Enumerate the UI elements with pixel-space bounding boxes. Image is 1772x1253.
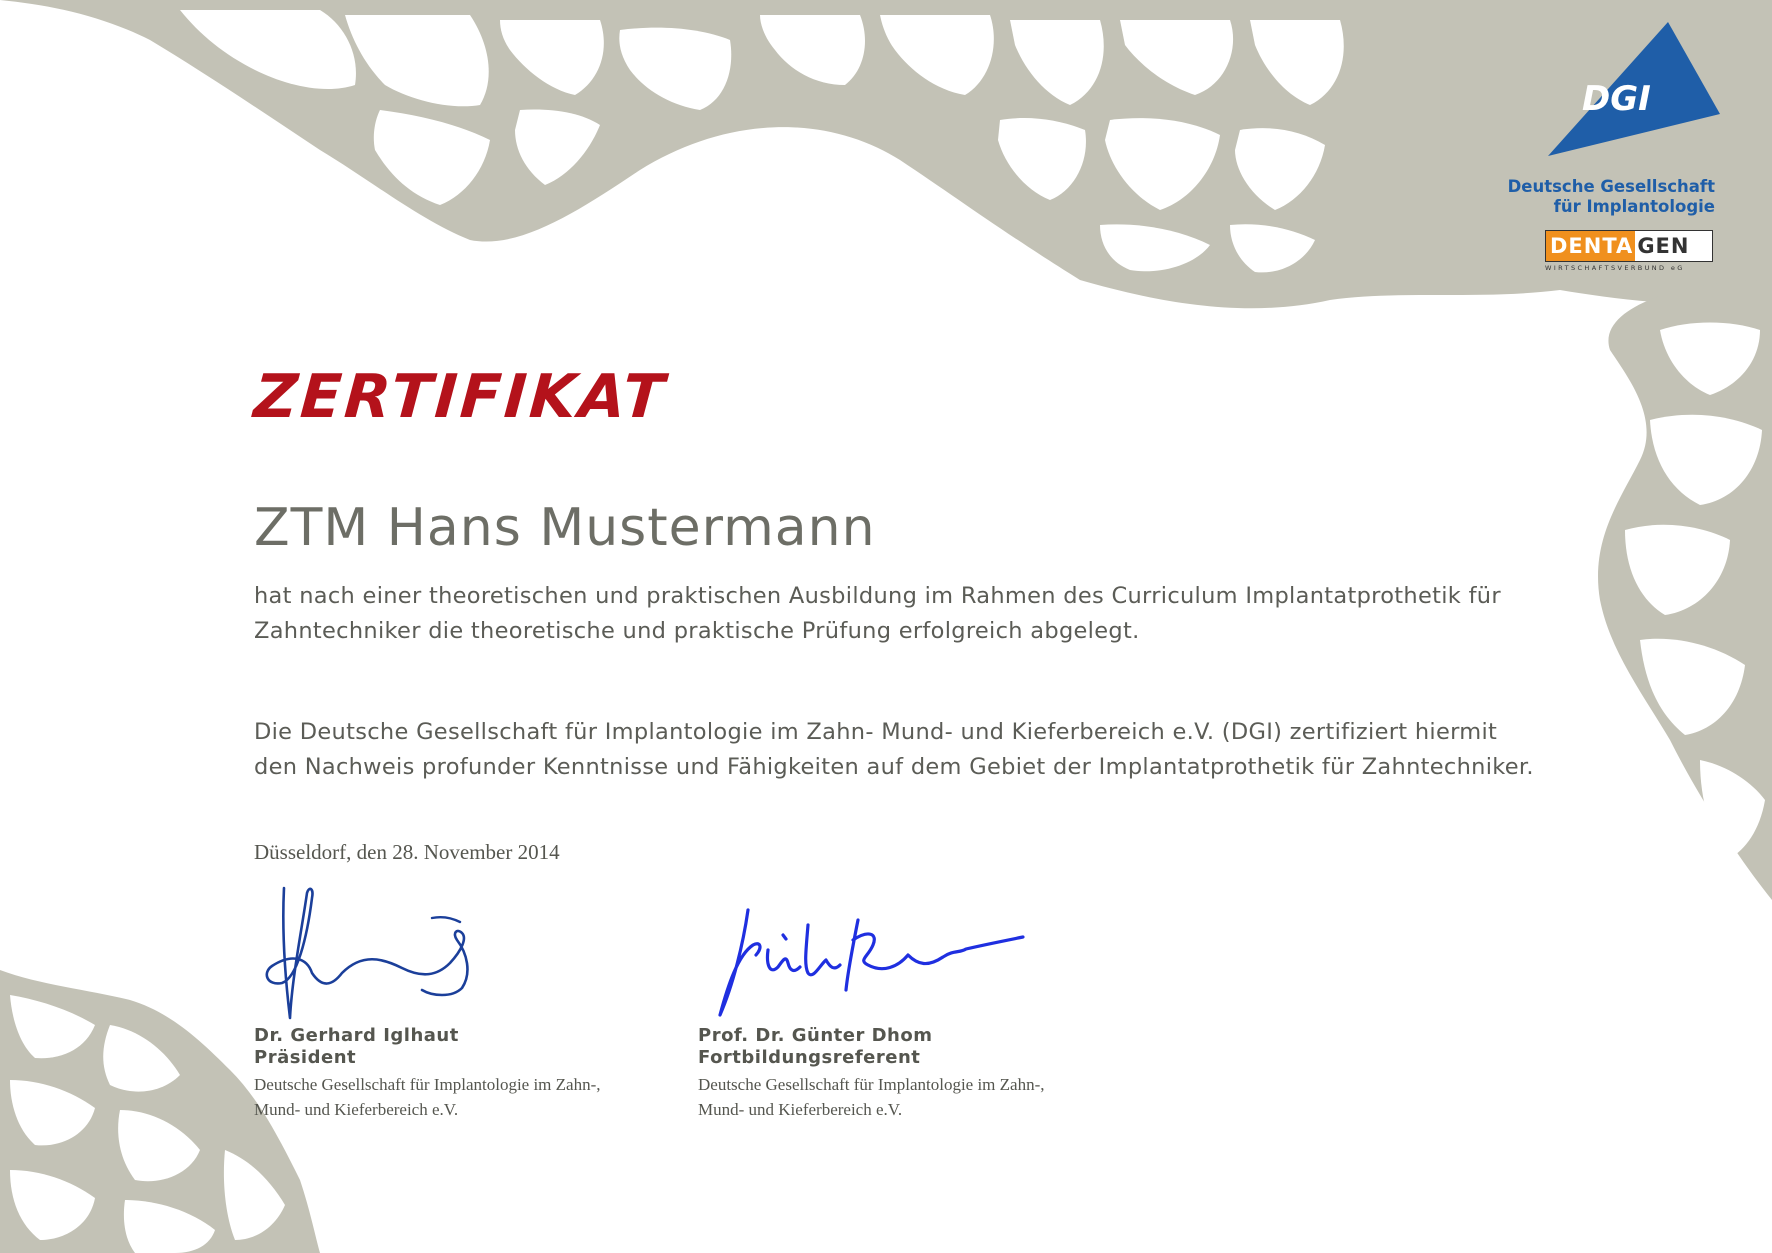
certificate-title: ZERTIFIKAT bbox=[251, 362, 670, 432]
dentagen-wordmark bbox=[1545, 230, 1713, 262]
certificate-paragraph-2: Die Deutsche Gesellschaft für Implantologie im Zahn- Mund- und Kieferbereich e.V. (DGI) zertifiziert hiermit den Nachweis profunder Kenntnisse und Fähigkeiten auf dem Gebiet der Implantatprothetik für Zahntechniker. bbox=[254, 719, 1534, 780]
dgi-logo-triangle bbox=[1548, 22, 1720, 157]
signatory-1-name: Dr. Gerhard Iglhaut bbox=[254, 1025, 459, 1046]
dentagen-part1: DENTA bbox=[1546, 231, 1635, 261]
dgi-logo-text: DGI bbox=[1582, 79, 1651, 119]
signature-2 bbox=[708, 905, 1028, 1025]
dgi-org-line2: für Implantologie bbox=[1553, 197, 1715, 216]
dentagen-logo bbox=[1545, 230, 1715, 274]
dentagen-subtitle: WIRTSCHAFTSVERBUND eG bbox=[1545, 264, 1685, 272]
signatory-2-role: Fortbildungsreferent bbox=[698, 1047, 921, 1068]
signatory-2 bbox=[698, 1025, 1058, 1122]
dgi-org-line1: Deutsche Gesellschaft bbox=[1507, 177, 1715, 196]
certificate-paragraph-1: hat nach einer theoretischen und praktischen Ausbildung im Rahmen des Curriculum Implantatprothetik für Zahntechniker die theoretische und praktische Prüfung erfolgreich abgelegt. bbox=[254, 583, 1501, 644]
signatory-1-role: Präsident bbox=[254, 1047, 357, 1068]
place-date: Düsseldorf, den 28. November 2014 bbox=[254, 840, 560, 864]
signatory-1-org: Deutsche Gesellschaft für Implantologie im Zahn-, Mund- und Kieferbereich e.V. bbox=[254, 1075, 601, 1119]
recipient-name: ZTM Hans Mustermann bbox=[254, 498, 876, 558]
signature-1 bbox=[262, 878, 502, 1028]
dentagen-part2: GEN bbox=[1637, 234, 1690, 258]
dgi-org-name bbox=[1465, 177, 1715, 217]
signatory-2-name: Prof. Dr. Günter Dhom bbox=[698, 1025, 933, 1046]
signatory-2-org: Deutsche Gesellschaft für Implantologie im Zahn-, Mund- und Kieferbereich e.V. bbox=[698, 1075, 1045, 1119]
signatory-1 bbox=[254, 1025, 614, 1122]
